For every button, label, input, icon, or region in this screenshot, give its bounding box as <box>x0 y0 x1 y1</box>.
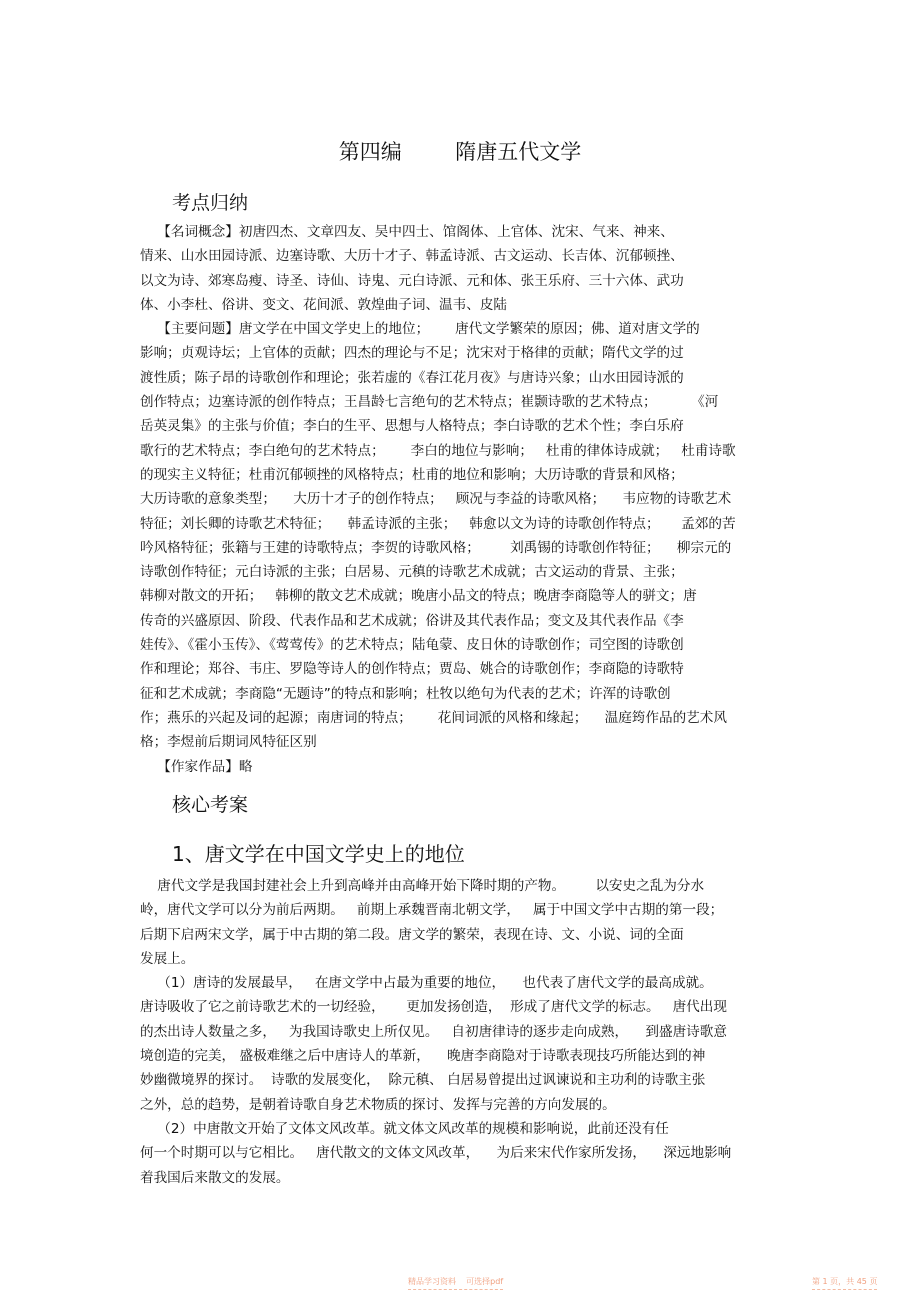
text-line: 【名词概念】初唐四杰、文章四友、吴中四士、馆阁体、上官体、沈宋、气来、神来、 <box>140 224 674 240</box>
subsection-heading: 1、唐文学在中国文学史上的地位 <box>172 842 465 866</box>
text-line: 境创造的完美， 盛极难继之后中唐诗人的革新， 晚唐李商隐对于诗歌表现技巧所能达到的神 <box>140 1048 706 1065</box>
text-line: 唐代文学是我国封建社会上升到高峰并由高峰开始下降时期的产物。 以安史之乱为分水 <box>140 878 705 894</box>
text-line: 着我国后来散文的发展。 <box>140 1169 290 1186</box>
text-line: 渡性质；陈子昂的诗歌创作和理论；张若虚的《春江花月夜》与唐诗兴象；山水田园诗派的 <box>140 369 684 386</box>
text-line: 诗歌创作特征；元白诗派的主张；白居易、元稹的诗歌艺术成就；古文运动的背景、主张； <box>140 564 684 581</box>
text-line: 吟风格特征；张籍与王建的诗歌特点；李贺的诗歌风格； 刘禹锡的诗歌创作特征； 柳宗元的 <box>140 539 732 556</box>
footer-page-number: 第 1 页，共 45 页 <box>812 1276 877 1290</box>
key-points-body <box>140 220 780 779</box>
text-line: 岳英灵集》的主张与价值；李白的生平、思想与人格特点；李白诗歌的艺术个性；李白乐府 <box>140 418 684 435</box>
text-line: 之外，总的趋势，是朝着诗歌自身艺术物质的探讨、发挥与完善的方向发展的。 <box>140 1096 616 1113</box>
text-line: 大历诗歌的意象类型； 大历十才子的创作特点； 顾况与李益的诗歌风格； 韦应物的诗歌艺术 <box>140 491 732 508</box>
text-line: 的杰出诗人数量之多， 为我国诗歌史上所仅见。 自初唐律诗的逐步走向成熟， 到盛唐诗歌意 <box>140 1023 727 1040</box>
text-line: 征和艺术成就；李商隐“无题诗”的特点和影响；杜牧以绝句为代表的艺术；许浑的诗歌创 <box>140 685 671 702</box>
text-line: 何一个时期可以与它相比。 唐代散文的文体文风改革， 为后来宋代作家所发扬， 深远地影响 <box>140 1145 732 1162</box>
text-line: 韩柳对散文的开拓； 韩柳的散文艺术成就；晚唐小品文的特点；晚唐李商隐等人的骈文；唐 <box>140 588 697 605</box>
text-line: 后期下启两宋文学，属于中古期的第二段。唐文学的繁荣，表现在诗、文、小说、词的全面 <box>140 926 684 943</box>
text-line: 传奇的兴盛原因、阶段、代表作品和艺术成就；俗讲及其代表作品；变文及其代表作品《李 <box>140 612 684 629</box>
text-line: 体、小李杜、俗讲、变文、花间派、敦煌曲子词、温韦、皮陆 <box>140 296 508 313</box>
section-heading-core-cases: 核心考案 <box>172 794 249 816</box>
text-line: 创作特点；边塞诗派的创作特点；王昌龄七言绝句的艺术特点；崔颢诗歌的艺术特点； 《河 <box>140 394 719 411</box>
footer-left-note: 精品学习资料 可选择pdf <box>408 1276 503 1290</box>
text-line: 的现实主义特征；杜甫沉郁顿挫的风格特点；杜甫的地位和影响；大历诗歌的背景和风格； <box>140 466 684 483</box>
text-line: （2）中唐散文开始了文体文风改革。就文体文风改革的规模和影响说，此前还没有任 <box>140 1120 669 1137</box>
text-line: 作和理论；郑谷、韦庄、罗隐等诗人的创作特点；贾岛、姚合的诗歌创作；李商隐的诗歌特 <box>140 661 684 678</box>
text-line: 情来、山水田园诗派、边塞诗歌、大历十才子、韩孟诗派、古文运动、长吉体、沉郁顿挫、 <box>140 248 684 265</box>
text-line: 作；燕乐的兴起及词的起源；南唐词的特点； 花间词派的风格和缘起； 温庭筠作品的艺术风 <box>140 709 727 726</box>
section-heading-key-points: 考点归纳 <box>172 192 249 214</box>
core-cases-body <box>140 874 780 1190</box>
text-line: 唐诗吸收了它之前诗歌艺术的一切经验， 更加发扬创造， 形成了唐代文学的标志。 唐代出现 <box>140 999 727 1016</box>
document-title: 第四编 隋唐五代文学 <box>338 140 582 164</box>
text-line: 以文为诗、郊寒岛瘦、诗圣、诗仙、诗鬼、元白诗派、元和体、张王乐府、三十六体、武功 <box>140 272 684 289</box>
text-line: 岭，唐代文学可以分为前后两期。 前期上承魏晋南北朝文学， 属于中国文学中古期的第一段； <box>140 902 724 919</box>
text-line: 格；李煜前后期词风特征区别 <box>140 734 317 751</box>
text-line: 影响；贞观诗坛；上官体的贡献；四杰的理论与不足；沈宋对于格律的贡献；隋代文学的过 <box>140 345 684 362</box>
text-line: （1）唐诗的发展最早， 在唐文学中占最为重要的地位， 也代表了唐代文学的最高成就。 <box>140 975 713 992</box>
text-line: 【主要问题】唐文学在中国文学史上的地位； 唐代文学繁荣的原因；佛、道对唐文学的 <box>140 321 700 338</box>
text-line: 发展上。 <box>140 950 195 967</box>
text-line: 娃传》、《霍小玉传》、《莺莺传》的艺术特点；陆龟蒙、皮日休的诗歌创作；司空图的诗歌创 <box>140 637 684 654</box>
text-line: 歌行的艺术特点；李白绝句的艺术特点； 李白的地位与影响； 杜甫的律体诗成就； 杜甫诗歌 <box>140 442 736 459</box>
text-line: 【作家作品】略 <box>140 758 253 775</box>
text-line: 妙幽微境界的探讨。 诗歌的发展变化， 除元稹、 白居易曾提出过讽谏说和主功利的诗歌主张 <box>140 1072 706 1089</box>
text-line: 特征；刘长卿的诗歌艺术特征； 韩孟诗派的主张； 韩愈以文为诗的诗歌创作特点； 孟郊的苦 <box>140 515 736 532</box>
